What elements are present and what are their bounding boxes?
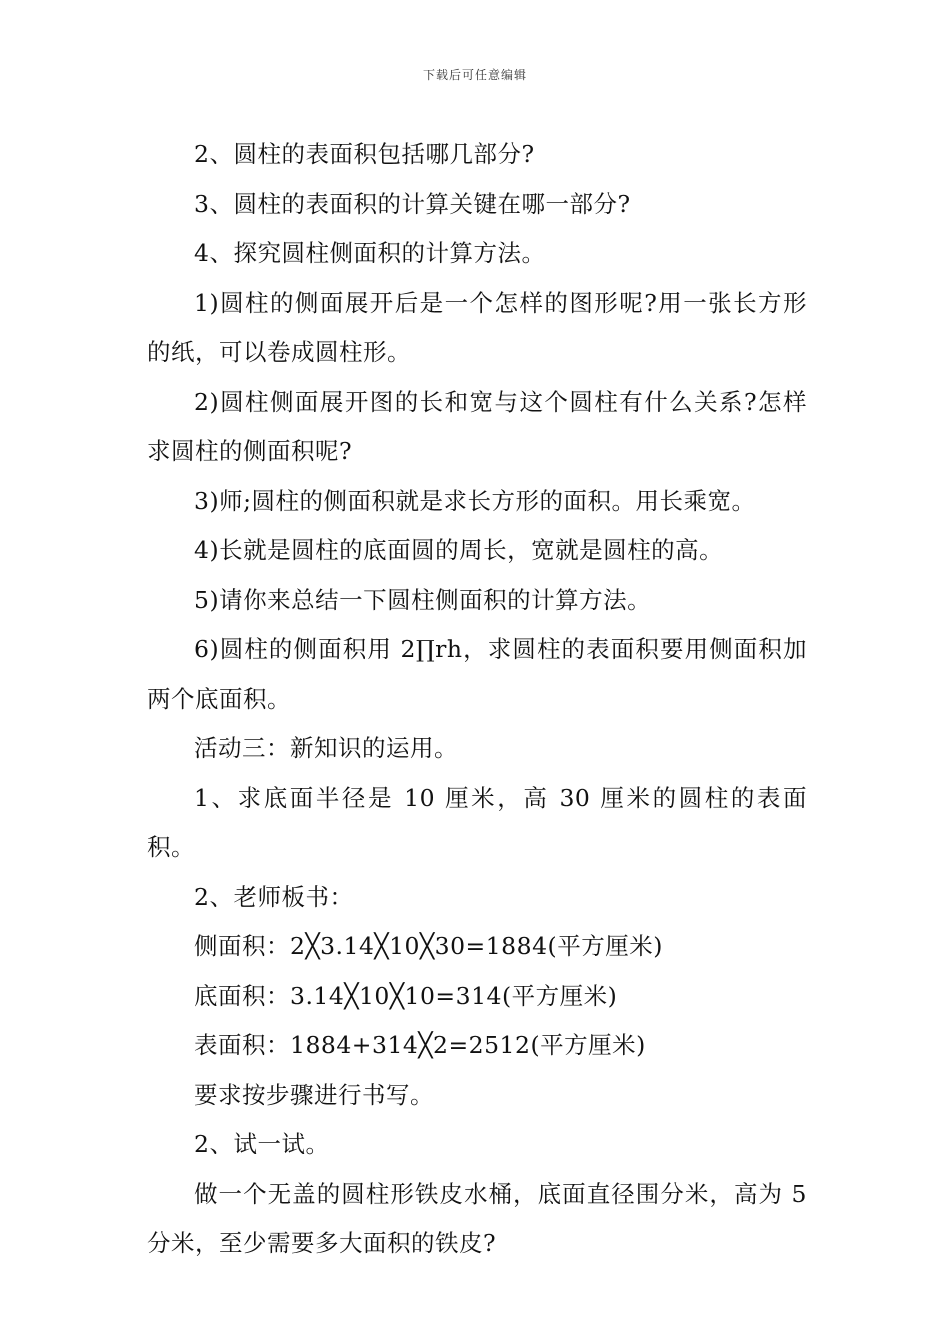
paragraph: 底面积：3.14╳10╳10=314(平方厘米) — [194, 981, 618, 1010]
paragraph: 3、圆柱的表面积的计算关键在哪一部分? — [194, 189, 631, 218]
paragraph: 2、圆柱的表面积包括哪几部分? — [194, 140, 535, 168]
paragraph: 4)长就是圆柱的底面圆的周长，宽就是圆柱的高。 — [194, 536, 724, 564]
paragraph: 2)圆柱侧面展开图的长和宽与这个圆柱有什么关系?怎样求圆柱的侧面积呢? — [147, 387, 807, 465]
paragraph: 3)师;圆柱的侧面积就是求长方形的面积。用长乘宽。 — [194, 486, 756, 515]
paragraph: 2、老师板书： — [194, 882, 354, 911]
paragraph: 1)圆柱的侧面展开后是一个怎样的图形呢?用一张长方形的纸，可以卷成圆柱形。 — [147, 288, 807, 366]
paragraph: 活动三：新知识的运用。 — [194, 734, 458, 762]
paragraph: 要求按步骤进行书写。 — [194, 1080, 434, 1109]
paragraph: 侧面积：2╳3.14╳10╳30=1884(平方厘米) — [194, 932, 663, 960]
paragraph: 表面积：1884+314╳2=2512(平方厘米) — [194, 1031, 646, 1059]
paragraph: 6)圆柱的侧面积用 2∏rh，求圆柱的表面积要用侧面积加两个底面积。 — [147, 635, 807, 713]
paragraph: 5)请你来总结一下圆柱侧面积的计算方法。 — [194, 585, 652, 614]
paragraph: 2、试一试。 — [194, 1130, 330, 1158]
page-header: 下载后可任意编辑 — [422, 68, 527, 82]
paragraph: 做一个无盖的圆柱形铁皮水桶，底面直径围分米，高为 5 分米，至少需要多大面积的铁皮? — [147, 1179, 807, 1257]
paragraph: 1、求底面半径是 10 厘米，高 30 厘米的圆柱的表面积。 — [147, 783, 807, 861]
paragraph: 4、探究圆柱侧面积的计算方法。 — [194, 239, 546, 267]
document-body — [147, 130, 807, 1269]
